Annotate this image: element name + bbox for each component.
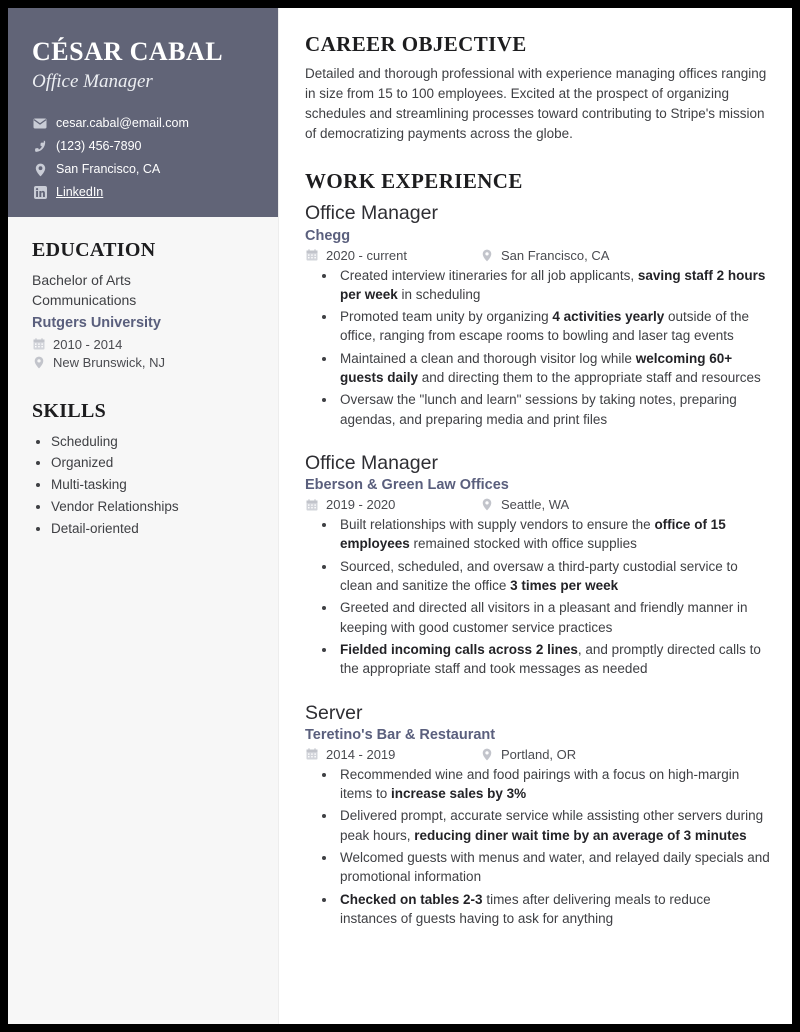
job-dates: 2019 - 2020 bbox=[326, 497, 396, 513]
candidate-name: CÉSAR CABAL bbox=[32, 37, 224, 66]
skills-heading: SKILLS bbox=[32, 399, 107, 422]
list-item: • Recommended wine and food pairings with a focus on high-margin items to increase sales by 3% bbox=[337, 765, 770, 804]
skills-section bbox=[32, 400, 254, 540]
job-company: Chegg bbox=[305, 227, 351, 244]
contact-linkedin[interactable] bbox=[32, 184, 254, 201]
job-bullets bbox=[305, 266, 770, 429]
career-objective-heading: CAREER OBJECTIVE bbox=[305, 32, 527, 56]
map-pin-icon bbox=[480, 249, 494, 262]
education-degree-line-2: Communications bbox=[32, 292, 137, 309]
list-item: • Vendor Relationships bbox=[51, 496, 254, 518]
contact-email[interactable] bbox=[32, 115, 254, 132]
list-item: • Fielded incoming calls across 2 lines, and promptly directed calls to the appropriate staff and took messages as needed bbox=[337, 640, 770, 679]
career-objective-text: Detailed and thorough professional with experience managing offices ranging in size from 15 to 100 employees. Excited at the prospect of organizing schedules and streamlining processes toward contributing to Stripe's mission of democratizing payments across the globe. bbox=[305, 66, 767, 141]
education-dates bbox=[32, 337, 254, 352]
work-experience-list bbox=[305, 201, 770, 928]
calendar-icon bbox=[305, 249, 319, 261]
job-company: Teretino's Bar & Restaurant bbox=[305, 726, 496, 743]
list-item: • Delivered prompt, accurate service while assisting other servers during peak hours, reducing diner wait time by an average of 3 minutes bbox=[337, 806, 770, 845]
job-title: Server bbox=[305, 701, 363, 724]
job-entry bbox=[305, 451, 770, 679]
job-bullets bbox=[305, 515, 770, 678]
job-dates: 2014 - 2019 bbox=[326, 746, 396, 762]
list-item: • Maintained a clean and thorough visitor log while welcoming 60+ guests daily and directing them to the appropriate staff and resources bbox=[337, 349, 770, 388]
job-meta bbox=[305, 747, 770, 762]
list-item: • Built relationships with supply vendors to ensure the office of 15 employees remained stocked with office supplies bbox=[337, 515, 770, 554]
list-item: • Welcomed guests with menus and water, and relayed daily specials and promotional information bbox=[337, 848, 770, 887]
main-content bbox=[279, 8, 792, 1024]
job-meta bbox=[305, 248, 770, 263]
job-dates: 2020 - current bbox=[326, 247, 407, 263]
job-entry bbox=[305, 701, 770, 929]
map-pin-icon bbox=[32, 356, 46, 369]
list-item: • Created interview itineraries for all job applicants, saving staff 2 hours per week in scheduling bbox=[337, 266, 770, 305]
job-location: Seattle, WA bbox=[501, 497, 570, 513]
calendar-icon bbox=[305, 499, 319, 511]
education-degree-line-1: Bachelor of Arts bbox=[32, 272, 131, 288]
list-item: • Oversaw the "lunch and learn" sessions by taking notes, preparing agendas, and preparing media and print files bbox=[337, 390, 770, 429]
job-company: Eberson & Green Law Offices bbox=[305, 477, 509, 494]
linkedin-icon bbox=[32, 186, 48, 199]
education-dates-text: 2010 - 2014 bbox=[53, 336, 123, 352]
contact-phone[interactable] bbox=[32, 138, 254, 155]
calendar-icon bbox=[32, 338, 46, 350]
job-location: San Francisco, CA bbox=[501, 247, 610, 263]
map-pin-icon bbox=[480, 748, 494, 761]
calendar-icon bbox=[305, 748, 319, 760]
education-location bbox=[32, 355, 254, 370]
sidebar-header bbox=[8, 8, 278, 217]
education-school: Rutgers University bbox=[32, 314, 161, 331]
contact-location bbox=[32, 161, 254, 178]
list-item: • Checked on tables 2-3 times after delivering meals to reduce instances of guests having to ask for anything bbox=[337, 890, 770, 929]
list-item: • Multi-tasking bbox=[51, 474, 254, 496]
contact-location-text: San Francisco, CA bbox=[56, 162, 161, 177]
job-title: Office Manager bbox=[305, 451, 438, 474]
envelope-icon bbox=[32, 118, 48, 129]
job-entry bbox=[305, 201, 770, 429]
contact-email-text: cesar.cabal@email.com bbox=[56, 116, 189, 131]
job-location: Portland, OR bbox=[501, 746, 577, 762]
job-bullets bbox=[305, 765, 770, 928]
list-item: • Detail-oriented bbox=[51, 518, 254, 540]
list-item: • Organized bbox=[51, 452, 254, 474]
contact-linkedin-text[interactable]: LinkedIn bbox=[56, 185, 104, 200]
skills-list bbox=[32, 431, 254, 540]
resume-page bbox=[8, 8, 792, 1024]
job-title: Office Manager bbox=[305, 202, 438, 225]
education-location-text: New Brunswick, NJ bbox=[53, 354, 165, 370]
map-pin-icon bbox=[32, 163, 48, 177]
sidebar-body bbox=[8, 217, 278, 1024]
list-item: • Promoted team unity by organizing 4 activities yearly outside of the office, ranging from escape rooms to bowling and laser tag events bbox=[337, 307, 770, 346]
contact-phone-text: (123) 456-7890 bbox=[56, 139, 142, 154]
list-item: • Greeted and directed all visitors in a pleasant and friendly manner in keeping with good customer service practices bbox=[337, 598, 770, 637]
education-heading: EDUCATION bbox=[32, 239, 156, 261]
map-pin-icon bbox=[480, 498, 494, 511]
list-item: • Scheduling bbox=[51, 431, 254, 453]
list-item: • Sourced, scheduled, and oversaw a third-party custodial service to clean and sanitize the office 3 times per week bbox=[337, 557, 770, 596]
work-experience-heading: WORK EXPERIENCE bbox=[305, 169, 523, 194]
sidebar bbox=[8, 8, 279, 1024]
candidate-subtitle: Office Manager bbox=[32, 70, 153, 92]
phone-icon bbox=[32, 140, 48, 153]
job-meta bbox=[305, 497, 770, 512]
